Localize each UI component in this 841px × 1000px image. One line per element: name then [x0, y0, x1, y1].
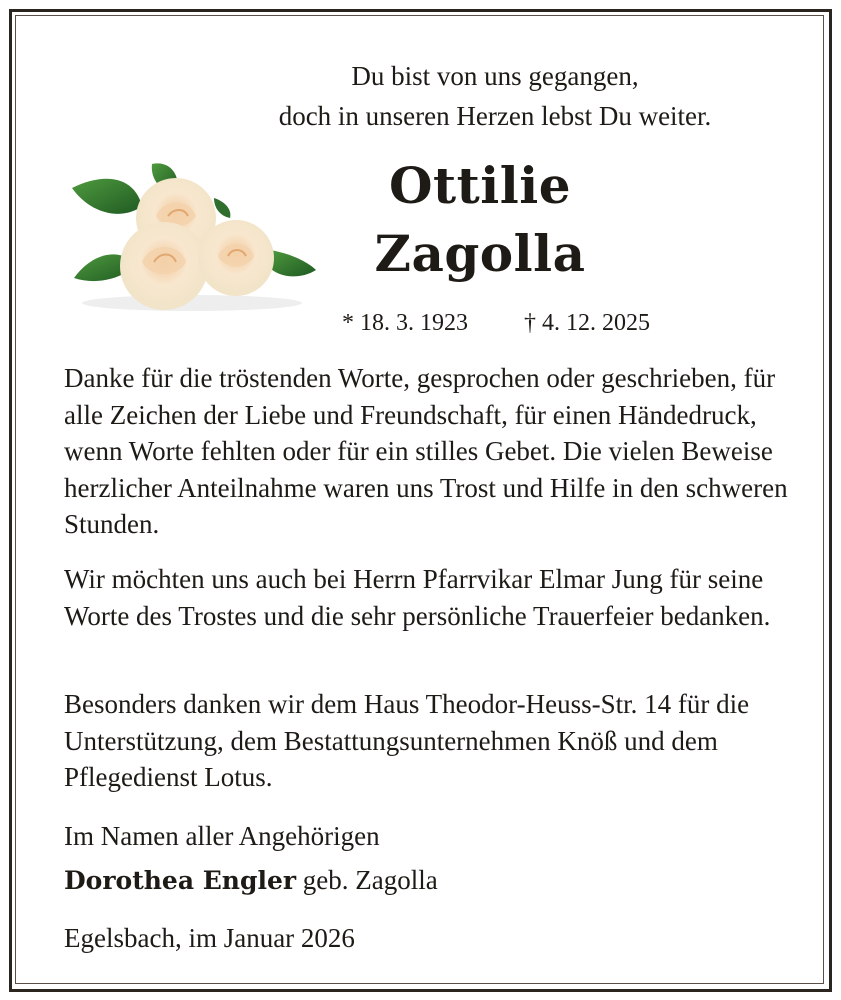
special-thanks-paragraph: Besonders danken wir dem Haus Theodor-Heuss-Str. 14 für die Unterstützung, dem Bestattungsunternehmen Knöß und dem Pflegedienst Lotus.: [64, 689, 750, 792]
pastor-paragraph: Wir möchten uns auch bei Herrn Pfarrvikar Elmar Jung für seine Worte des Trostes und die sehr persönliche Trauerfeier bedanken.: [64, 564, 771, 631]
roses-icon: [64, 158, 320, 314]
motto: [150, 56, 840, 136]
birth-date: * 18. 3. 1923: [342, 310, 468, 336]
signer: [64, 862, 438, 899]
motto-line-2: doch in unseren Herzen lebst Du weiter.: [278, 101, 712, 131]
place-date: Egelsbach, im Januar 2026: [64, 923, 355, 953]
signer-note: geb. Zagolla: [302, 865, 438, 895]
signer-name: Dorothea Engler: [64, 866, 297, 895]
first-name: Ottilie: [388, 156, 572, 215]
death-date: † 4. 12. 2025: [524, 310, 650, 336]
deceased-name: [332, 152, 628, 288]
motto-line-1: Du bist von uns gegangen,: [351, 61, 639, 91]
thanks-paragraph: Danke für die tröstenden Worte, gesprochen oder geschrieben, für alle Zeichen der Liebe und Freundschaft, für einen Händedruck, wenn Worte fehlten oder für ein stilles Gebet. Die vielen Beweise herzlicher Anteilnahme waren uns Trost und Hilfe in den schweren Stunden.: [64, 363, 788, 539]
last-name: Zagolla: [374, 224, 586, 283]
closing-line: Im Namen aller Angehörigen: [64, 821, 380, 851]
